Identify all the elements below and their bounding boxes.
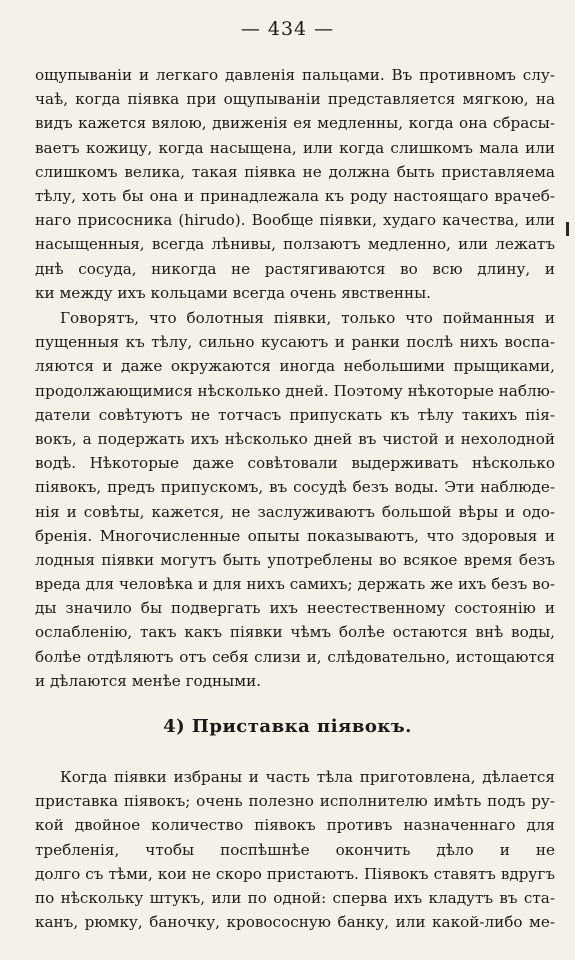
text-line: днѣ сосуда, никогда не растягиваются во всю длину, и — [35, 259, 555, 278]
text-line: слишкомъ велика, такая піявка не должна быть приставляема — [35, 162, 555, 181]
text-line: ляются и даже окружаются иногда небольшими прыщиками, — [35, 357, 555, 376]
text-line: тѣлу, хоть бы она и принадлежала къ роду настоящаго врачеб- — [35, 186, 555, 205]
text-line: датели совѣтуютъ не тотчасъ припускать къ тѣлу такихъ пія- — [35, 405, 555, 424]
paragraph-2 — [35, 306, 555, 693]
text-line: болѣе отдѣляютъ отъ себя слизи и, слѣдовательно, истощаются — [35, 647, 555, 666]
text-line: Говорятъ, что болотныя піявки, только что пойманныя и — [60, 309, 555, 327]
text-line: кой двойное количество піявокъ противъ назначеннаго для — [35, 816, 555, 835]
paragraph-3 — [35, 765, 555, 934]
text-line: канъ, рюмку, баночку, кровососную банку, или какой-либо ме- — [35, 913, 555, 932]
text-line: ки между ихъ кольцами всегда очень явственны. — [35, 283, 432, 302]
text-line: долго съ тѣми, кои не скоро пристаютъ. Піявокъ ставятъ вдругъ — [35, 864, 555, 883]
text-line: ослабленію, такъ какъ піявки чѣмъ болѣе остаются внѣ воды, — [35, 623, 555, 642]
text-line: ощупываніи и легкаго давленія пальцами. Въ противномъ слу- — [35, 66, 555, 84]
text-line: приставка піявокъ; очень полезно исполнителю имѣть подъ ру- — [35, 792, 555, 811]
text-line: пущенныя къ тѣлу, сильно кусаютъ и ранки послѣ нихъ воспа- — [35, 333, 555, 352]
paragraph-1 — [35, 63, 555, 305]
text-line: водѣ. Нѣкоторые даже совѣтовали выдерживать нѣсколько — [35, 454, 555, 473]
text-line: бренія. Многочисленные опыты показываютъ, что здоровыя и — [35, 526, 555, 545]
text-line: и дѣлаются менѣе годными. — [35, 671, 262, 690]
text-line: ды значило бы подвергать ихъ неестественному состоянію и — [35, 599, 555, 618]
text-line: вокъ, а подержать ихъ нѣсколько дней въ чистой и нехолодной — [35, 429, 555, 448]
text-line: наго присосника (hirudo). Вообще піявки, худаго качества, или — [35, 211, 555, 230]
text-line: піявокъ, предъ припускомъ, въ сосудѣ безъ воды. Эти наблюде- — [35, 478, 555, 497]
text-line: требленія, чтобы поспѣшнѣе окончить дѣло и не — [35, 840, 555, 859]
text-line: ваетъ кожицу, когда насыщена, или когда слишкомъ мала или — [35, 138, 555, 157]
text-line: вреда для человѣка и для нихъ самихъ; держать же ихъ безъ во- — [35, 575, 555, 594]
text-line: насыщенныя, всегда лѣнивы, ползаютъ медленно, или лежатъ — [35, 235, 555, 254]
text-line: лодныя піявки могутъ быть употреблены во всякое время безъ — [35, 550, 555, 569]
text-line: продолжающимися нѣсколько дней. Поэтому нѣкоторые наблю- — [35, 381, 555, 400]
text-line: нія и совѣты, кажется, не заслуживаютъ большой вѣры и одо- — [35, 502, 555, 521]
text-line: по нѣскольку штукъ, или по одной: сперва ихъ кладутъ въ ста- — [35, 888, 555, 907]
text-line: видъ кажется вялою, движенія ея медленны, когда она сбрасы- — [35, 114, 555, 133]
text-line: Когда піявки избраны и часть тѣла приготовлена, дѣлается — [60, 768, 555, 786]
margin-mark — [566, 222, 569, 236]
page-number: — 434 — — [240, 18, 335, 40]
text-line: чаѣ, когда піявка при ощупываніи представляется мягкою, на — [35, 90, 555, 109]
section-heading: 4) Приставка піявокъ. — [163, 716, 412, 737]
